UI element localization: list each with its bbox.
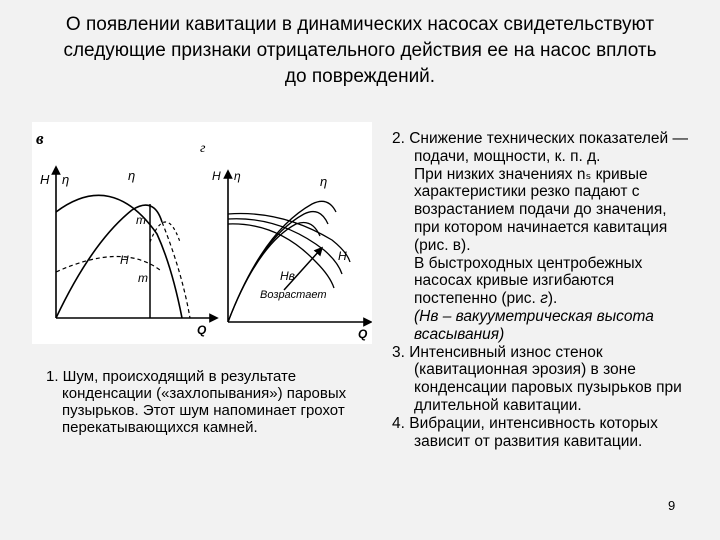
list-item-2-paragraph-2 xyxy=(392,255,692,308)
v-curve-h-label: H xyxy=(120,253,129,267)
paragraph-2-text-a: В быстроходных центробежных насосах кривые изгибаются постепенно (рис. xyxy=(414,254,643,308)
right-list xyxy=(392,130,692,450)
left-list xyxy=(46,368,366,436)
slide-title xyxy=(20,12,700,90)
list-item-2-paragraph-1: При низких значениях nₛ кривые характеристики резко падают с возрастанием подачи до значения, при котором начинается кавитация (рис. в). xyxy=(414,165,668,254)
v-dashed-head xyxy=(56,256,160,272)
v-m-top-label: m xyxy=(136,213,146,227)
g-curve-eta-label: η xyxy=(320,174,328,189)
v-m-bottom-label: m xyxy=(138,271,148,285)
v-axis-eta-label: η xyxy=(62,172,70,187)
v-dashed-arc xyxy=(150,222,180,242)
panel-v-letter: в xyxy=(36,129,44,148)
figure-graphics xyxy=(32,122,372,344)
paragraph-2-figure-ref: г xyxy=(540,290,548,308)
v-curve-eta-label: η xyxy=(128,168,136,183)
paragraph-2-text-b: ). xyxy=(547,290,558,308)
list-item-1: 1. Шум, происходящий в результате конденсации («захлопывания») паровых пузырьков. Этот шум напоминает грохот перекатывающихся камней. xyxy=(46,368,347,436)
v-axis-h-label: H xyxy=(40,172,50,187)
page-number: 9 xyxy=(668,498,676,513)
g-hv-label: Hв xyxy=(280,269,295,283)
g-axis-eta-label: η xyxy=(234,169,241,183)
g-curve-h-label: H xyxy=(338,249,347,263)
g-eff-curve-2 xyxy=(228,212,328,322)
g-axis-q-label: Q xyxy=(358,327,368,341)
list-item-2-head: 2. Снижение технических показателей — подачи, мощности, к. п. д. xyxy=(392,130,689,165)
v-efficiency-dashed xyxy=(162,222,190,318)
panel-g-letter: г xyxy=(200,141,206,156)
cavitation-characteristics-figure xyxy=(32,122,372,344)
title-line-3: до повреждений. xyxy=(284,66,436,87)
v-axis-q-label: Q xyxy=(197,323,207,337)
g-axis-h-label: H xyxy=(212,169,221,183)
list-item-3: 3. Интенсивный износ стенок (кавитационная эрозия) в зоне конденсации паровых пузырьков при длительной кавитации. xyxy=(392,343,682,414)
g-increase-label: Возрастает xyxy=(260,289,327,301)
list-item-4: 4. Вибрации, интенсивность которых зависит от развития кавитации. xyxy=(392,414,658,450)
title-line-2: следующие признаки отрицательного действия ее на насос вплоть xyxy=(63,40,657,61)
list-item-2-note: (Hв – вакууметрическая высота всасывания) xyxy=(414,307,654,343)
title-line-1: О появлении кавитации в динамических насосах свидетельствуют xyxy=(65,14,655,35)
